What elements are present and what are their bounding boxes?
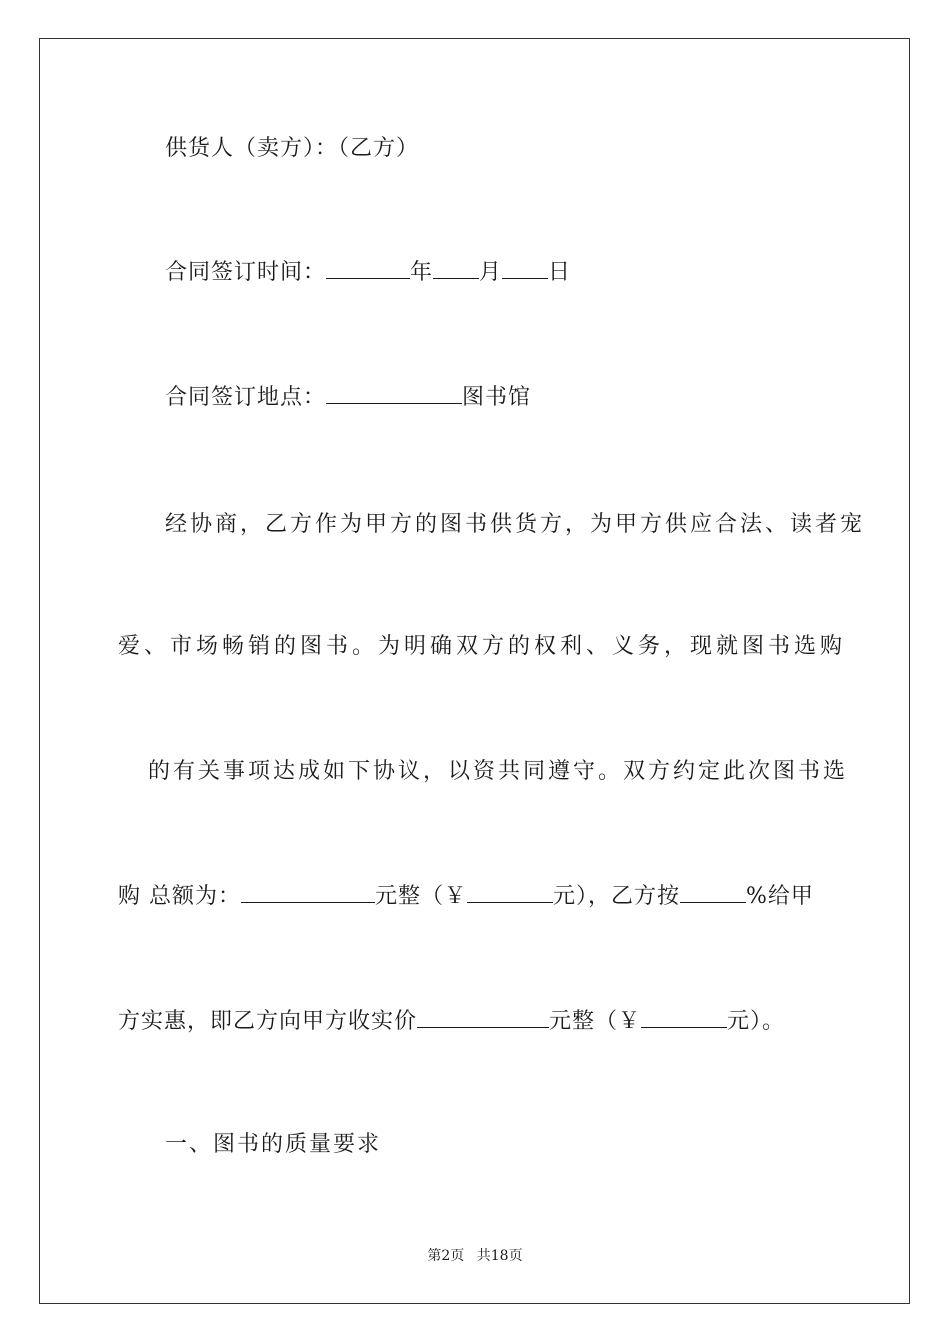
total-pages: 共18页	[476, 1248, 523, 1264]
paragraph-text-3: 的有关事项达成如下协议，以资共同遵守。双方约定此次图书选	[148, 759, 849, 784]
total-amount-label: 购 总额为：	[118, 884, 241, 909]
supplier-text: 供货人（卖方）：（乙方）	[165, 136, 420, 161]
percent-suffix: %给甲	[746, 884, 814, 909]
section-heading-text: 一、图书的质量要求	[165, 1132, 382, 1157]
page-number: 第2页	[427, 1248, 465, 1264]
page-footer	[0, 1246, 950, 1266]
actual-suffix: 元）。	[727, 1009, 786, 1034]
paragraph-line-5	[118, 1007, 785, 1037]
yuan-label-2: 元整（￥	[549, 1009, 642, 1034]
paragraph-text-1: 经协商，乙方作为甲方的图书供货方，为甲方供应合法、读者宠	[165, 512, 866, 537]
page-border	[39, 38, 910, 1304]
day-blank	[502, 258, 548, 279]
year-blank	[326, 258, 410, 279]
paragraph-line-1	[165, 510, 865, 540]
day-label: 日	[548, 260, 572, 285]
discount-label: 元），乙方按	[553, 884, 681, 909]
sign-place-label: 合同签订地点：	[165, 385, 327, 410]
supplier-line	[165, 134, 419, 164]
paragraph-line-3	[148, 757, 848, 787]
total-amount-blank	[241, 882, 375, 903]
yen-amount-blank	[467, 882, 553, 903]
place-blank	[326, 383, 462, 404]
month-blank	[433, 258, 479, 279]
paragraph-line-4	[118, 882, 814, 912]
year-label: 年	[410, 260, 434, 285]
paragraph-line-2	[118, 632, 846, 662]
paragraph-text-2: 爱、市场畅销的图书。为明确双方的权利、义务，现就图书选购	[118, 634, 847, 659]
sign-place-suffix: 图书馆	[462, 385, 532, 410]
percent-blank	[680, 882, 746, 903]
sign-time-label: 合同签订时间：	[165, 260, 327, 285]
yuan-label-1: 元整（￥	[375, 884, 468, 909]
sign-place-line	[165, 383, 531, 413]
actual-price-blank	[417, 1007, 549, 1028]
actual-yen-blank	[641, 1007, 727, 1028]
sign-time-line	[165, 258, 571, 288]
actual-price-label: 方实惠，即乙方向甲方收实价	[118, 1009, 418, 1034]
month-label: 月	[479, 260, 503, 285]
section-heading	[165, 1130, 381, 1160]
